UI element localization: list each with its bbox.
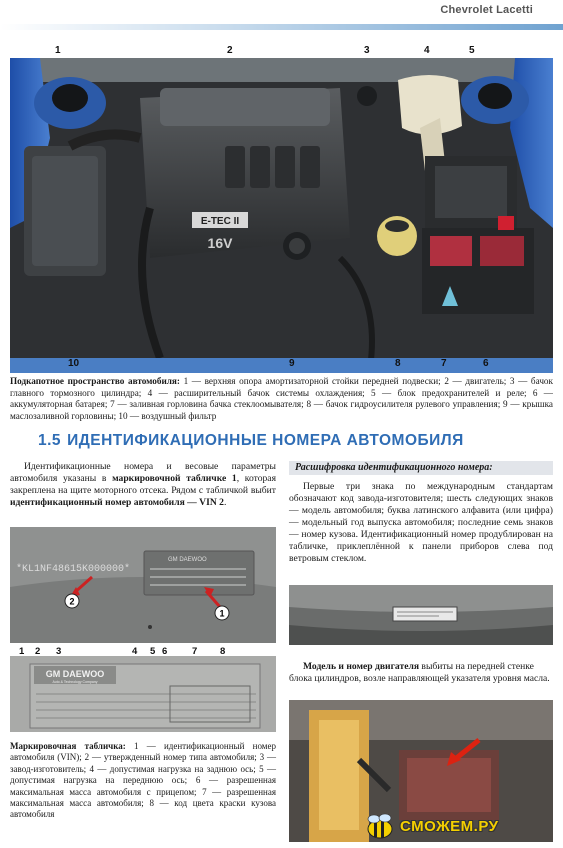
engine-number-text [289, 661, 553, 685]
vin-number: *KL1NF48615K000000* [16, 564, 131, 575]
callout-9: 9 [289, 358, 295, 369]
plate-caption-lead: Маркировочная табличка: [10, 741, 126, 751]
header-band [0, 24, 563, 30]
callout-2: 2 [227, 45, 233, 56]
section-number: 1.5 [38, 432, 62, 449]
id-plate-label-7: 7 [192, 646, 198, 657]
engine-caption-body: 1 — верхняя опора амортизаторной стойки передней подвески; 2 — двигатель; 3 — бачок главного тормозного цилиндра; 4 — расширительный бачок системы охлаждения; 5 — блок предохранителей и реле; 6 — аккумуляторная батарея; 7 — заливная горловина бачка стеклоомывателя; 8 — бачок гидроусилителя рулевого управления; 9 — крышка маслозаливной горловины; 10 — воздушный фильтр [10, 376, 553, 421]
section-heading: ИДЕНТИФИКАЦИОННЫЕ НОМЕРА АВТОМОБИЛЯ [67, 432, 464, 449]
id-plate-caption [10, 741, 276, 821]
id-plate-label-3: 3 [56, 646, 62, 657]
engine-bay-photo [10, 58, 553, 373]
id-plate-brand-sub: Auto & Technology Company [52, 680, 98, 684]
id-plate-label-5: 5 [150, 646, 156, 657]
engine-logo: E-TEC II [200, 216, 240, 227]
section-title [38, 432, 464, 450]
plate-photo-label-1: 1 [219, 608, 225, 619]
vin-decoding-paragraph: Первые три знака по международным стандартам обозначают код завода-изготовителя; шесть следующих знаков — модель автомобиля; буква латинского алфавита (или цифра) — модельный год выпуска автомобиля; последние семь знаков — номер кузова. Идентификационный номер продублирован на табличке, приклеплённой к панели приборов слева под ветровым стеклом. [289, 481, 553, 564]
callout-8: 8 [395, 358, 401, 369]
plate-photo-label-2: 2 [69, 596, 75, 607]
callout-3: 3 [364, 45, 370, 56]
id-plate-label-1: 1 [19, 646, 25, 657]
page-title: Chevrolet Lacetti [440, 4, 533, 16]
id-plate-label-2: 2 [35, 646, 41, 657]
intro-text-d: идентификационный номер автомобиля — VIN 2 [10, 497, 224, 508]
intro-text-a: Идентификационные номера и весовые параметры автомобиля указаны в [10, 461, 276, 484]
plate-brand: GM DAEWOO [168, 557, 207, 563]
engine-caption-lead: Подкапотное пространство автомобиля: [10, 376, 180, 386]
engine-bay-caption [10, 376, 553, 422]
id-plate-label-6: 6 [162, 646, 168, 657]
left-column-text [10, 461, 276, 509]
dashboard-vin-photo [289, 585, 553, 645]
callout-7: 7 [441, 358, 447, 369]
bee-icon [360, 812, 400, 842]
intro-paragraph [10, 461, 276, 509]
watermark-text: СМОЖЕМ.РУ [400, 818, 499, 835]
intro-text-e: . [223, 497, 227, 508]
vin-location-photo [10, 527, 276, 643]
right-column-text [289, 461, 553, 565]
id-plate-label-8: 8 [220, 646, 226, 657]
engine-number-paragraph [289, 661, 553, 685]
callout-1: 1 [55, 45, 61, 56]
intro-text-c: , которая закреплена на щите моторного отсека. Рядом с табличкой выбит [10, 473, 276, 496]
plate-caption-body: 1 — идентификационный номер автомобиля (VIN); 2 — утвержденный номер типа автомобиля; 3 — завод-изготовитель; 4 — допустимая нагрузка на заднюю ось; 5 — допустимая нагрузка на переднюю ось; 6 — разрешенная максимальная масса автомобиля с прицепом; 7 — разрешенная максимальная масса автомобиля; 8 — код цвета краски кузова автомобиля [10, 741, 276, 820]
id-plate-brand: GM DAEWOO [45, 669, 105, 679]
intro-text-b: маркировочной табличке 1 [112, 473, 237, 484]
watermark [360, 812, 560, 842]
id-plate-photo [10, 656, 276, 732]
page-header [0, 0, 563, 30]
callout-4: 4 [424, 45, 430, 56]
engine-number-lead: Модель и номер двигателя [303, 661, 420, 672]
vin-decoding-title: Расшифровка идентификационного номера: [289, 461, 553, 475]
engine-sublogo: 16V [207, 235, 233, 251]
id-plate-label-4: 4 [132, 646, 138, 657]
callout-10: 10 [68, 358, 80, 369]
callout-5: 5 [469, 45, 475, 56]
engine-number-body: выбиты на передней стенке блока цилиндров, возле направляющей указателя уровня масла. [289, 661, 550, 684]
callout-6: 6 [483, 358, 489, 369]
